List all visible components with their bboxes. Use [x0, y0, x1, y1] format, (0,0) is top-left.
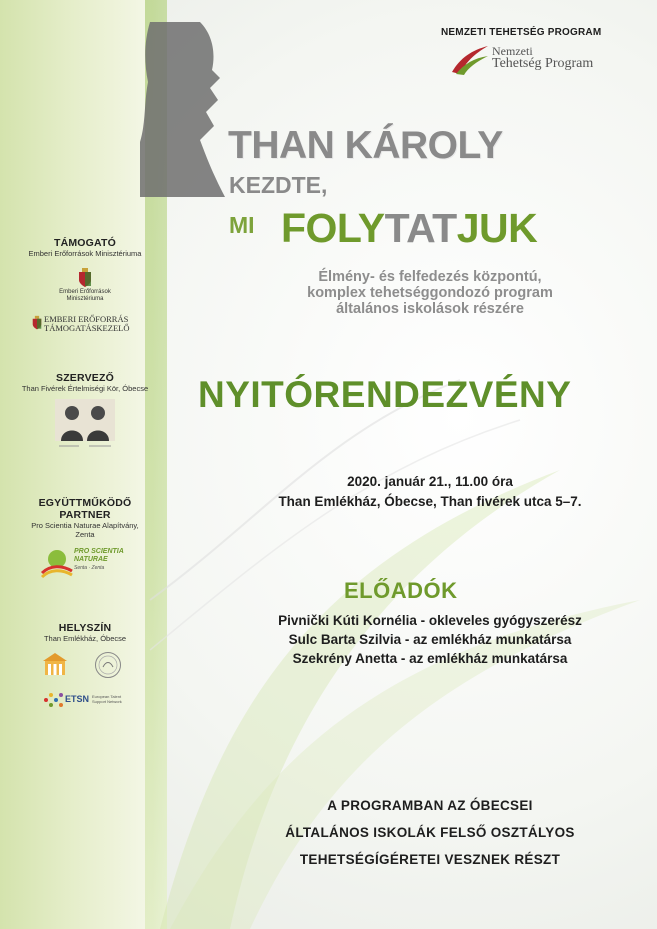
event-location: Than Emlékház, Óbecse, Than fivérek utca 5–7. [278, 494, 582, 509]
presenter-item: Pivnički Kúti Kornélia - okleveles gyógyszerész [278, 613, 582, 628]
supporter-block [10, 237, 160, 335]
etsn-label: ETSN [65, 694, 90, 704]
partner-block [10, 497, 160, 581]
pro-scientia-logo [10, 545, 160, 581]
footer-line2: ÁLTALÁNOS ISKOLÁK FELSŐ OSZTÁLYOS [285, 825, 575, 840]
ntp-logo-line2: Tehetség Program [492, 56, 594, 71]
pro-scientia-logo-line3: Senta · Zenta [74, 565, 105, 571]
ntp-logo-icon [450, 42, 490, 76]
supporter-name: Emberi Erőforrások Minisztériuma [28, 249, 142, 258]
presenter-item: Sulc Barta Szilvia - az emlékház munkatársa [288, 632, 572, 647]
ntp-logo-line1: Nemzeti [492, 44, 533, 58]
subtitle [245, 269, 615, 317]
etsn-logo [10, 689, 160, 715]
partner-name-line1: Pro Scientia Naturae Alapítvány, [31, 521, 139, 530]
partner-name-line2: Zenta [75, 530, 95, 539]
hungarian-coat-of-arms-icon [32, 315, 42, 331]
subtitle-line2: komplex tehetséggondozó program [307, 285, 553, 301]
pro-scientia-logo-line2: NATURAE [74, 556, 108, 563]
partner-title-line2: PARTNER [59, 509, 111, 521]
subtitle-line3: általános iskolások részére [336, 301, 524, 317]
title-line2: KEZDTE, [229, 172, 328, 198]
event-datetime: 2020. január 21., 11.00 óra [347, 474, 513, 489]
footer-note [230, 792, 630, 873]
venue-name: Than Emlékház, Óbecse [43, 634, 127, 643]
venue-block [10, 622, 160, 715]
organizer-title: SZERVEZŐ [55, 372, 114, 384]
round-seal-icon [94, 651, 122, 679]
pro-scientia-logo-icon [40, 547, 74, 579]
etsn-sub: European Talent Support Network [92, 694, 122, 704]
supporter-logo2 [10, 313, 160, 335]
subtitle-line1: Élmény- és felfedezés központú, [318, 269, 542, 285]
title-line1: THAN KÁROLY [228, 124, 503, 167]
footer-line3: TEHETSÉGÍGÉRETEI VESZNEK RÉSZT [299, 852, 561, 867]
supporter-logo1-line2: Minisztériuma [66, 296, 104, 302]
program-label: NEMZETI TEHETSÉG PROGRAM [441, 27, 602, 38]
memorial-house-icon [42, 651, 68, 677]
supporter-title: TÁMOGATÓ [53, 237, 117, 249]
supporter-logo2-line1: EMBERI ERŐFORRÁS [44, 314, 129, 324]
footer-line1: A PROGRAMBAN AZ ÓBECSEI [327, 798, 533, 813]
title-line3-part3: JUK [456, 205, 538, 251]
supporter-logo2-line2: TÁMOGATÁSKEZELŐ [44, 323, 130, 333]
presenter-item: Szekrény Anetta - az emlékház munkatársa [292, 651, 568, 666]
event-details [230, 472, 630, 512]
title-line3-prefix: MI [229, 212, 255, 238]
presenters-heading: ELŐADÓK [344, 578, 458, 603]
venue-title: HELYSZÍN [58, 622, 112, 634]
presenters-list [230, 611, 630, 668]
title-line3-part1: FOLY [281, 205, 385, 251]
than-karoly-silhouette [140, 22, 225, 197]
organizer-block [10, 372, 160, 453]
title-line3-part2: TAT [384, 205, 457, 251]
pro-scientia-logo-line1: PRO SCIENTIA [74, 548, 124, 555]
hungarian-coat-of-arms-icon [78, 268, 92, 288]
title-line3 [281, 205, 537, 252]
partner-title-line1: EGYÜTTMŰKÖDŐ [38, 497, 132, 509]
portrait-photo-icon [55, 399, 115, 453]
event-title: NYITÓRENDEZVÉNY [198, 374, 572, 415]
etsn-logo-icon [42, 689, 64, 711]
supporter-logo1-line1: Emberi Erőforrások [59, 289, 111, 295]
ntp-logo [450, 42, 610, 78]
organizer-name: Than Fivérek Értelmiségi Kör, Óbecse [21, 384, 149, 393]
venue-logos [10, 651, 160, 681]
